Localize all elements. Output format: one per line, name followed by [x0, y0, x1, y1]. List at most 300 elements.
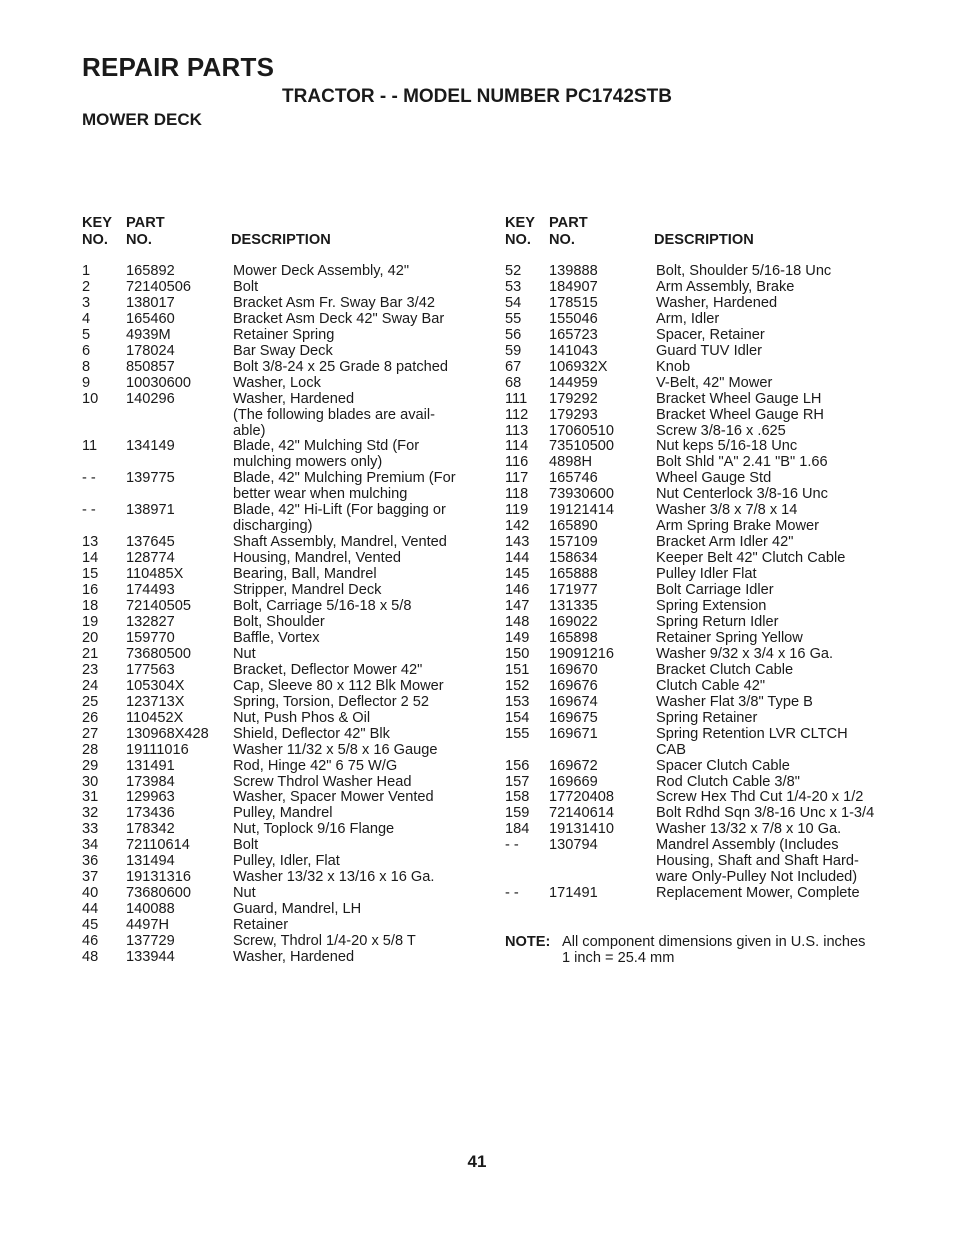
key-no: 1 — [82, 263, 91, 279]
table-row — [505, 886, 900, 902]
part-no: 171977 — [549, 582, 598, 599]
description: Pulley Idler Flat — [656, 566, 757, 583]
table-row — [82, 328, 482, 344]
table-row — [82, 934, 482, 950]
table-row — [505, 519, 900, 535]
part-no: 165746 — [549, 470, 598, 487]
description: Rod Clutch Cable 3/8" — [656, 773, 800, 790]
table-row — [505, 487, 900, 503]
table-row — [82, 727, 482, 743]
part-no: 130968X428 — [126, 725, 209, 742]
key-no: - - — [82, 470, 96, 487]
table-row — [505, 679, 900, 695]
part-no: 169672 — [549, 757, 598, 774]
description: Bracket Wheel Gauge RH — [656, 406, 824, 423]
table-row — [505, 312, 900, 328]
key-no: 8 — [82, 358, 91, 375]
table-row — [505, 360, 900, 376]
part-no: 131494 — [126, 853, 175, 870]
table-row — [82, 647, 482, 663]
table-row — [505, 344, 900, 360]
part-no: 171491 — [549, 885, 598, 902]
note-text: All component dimensions given in U.S. inches 1 inch = 25.4 mm — [562, 934, 866, 966]
table-row — [82, 918, 482, 934]
part-no: 19091216 — [549, 645, 614, 662]
description: Nut Centerlock 3/8-16 Unc — [656, 486, 828, 503]
key-no: 158 — [505, 789, 530, 806]
key-no: 55 — [505, 310, 522, 327]
table-row — [505, 328, 900, 344]
key-no: 11 — [82, 438, 98, 455]
part-no: 138971 — [126, 502, 175, 519]
parts-list-left — [82, 215, 482, 966]
table-row — [82, 312, 482, 328]
description: Shield, Deflector 42" Blk — [233, 725, 390, 742]
description: Spring Return Idler — [656, 613, 779, 630]
part-no: 169022 — [549, 613, 598, 630]
description: Bolt 3/8-24 x 25 Grade 8 patched — [233, 358, 448, 375]
key-no: 114 — [505, 438, 529, 455]
key-no: 3 — [82, 294, 91, 311]
table-row — [82, 838, 482, 854]
table-row — [505, 647, 900, 663]
key-no: - - — [505, 885, 519, 902]
table-row — [82, 743, 482, 759]
part-no: 165723 — [549, 326, 598, 343]
description: Retainer Spring Yellow — [656, 629, 803, 646]
description: Retainer Spring — [233, 326, 335, 343]
description: Arm Spring Brake Mower — [656, 518, 820, 535]
description: Guard TUV Idler — [656, 342, 762, 359]
part-no: 19131316 — [126, 869, 191, 886]
key-no: 143 — [505, 534, 530, 551]
table-row — [82, 280, 482, 296]
table-row — [505, 392, 900, 408]
part-no: 169676 — [549, 677, 598, 694]
key-no: 52 — [505, 263, 522, 279]
table-row — [82, 711, 482, 727]
key-no: 54 — [505, 294, 522, 311]
description: Nut, Toplock 9/16 Flange — [233, 821, 395, 838]
part-no: 137645 — [126, 534, 175, 551]
part-no: 134149 — [126, 438, 175, 455]
part-no: 141043 — [549, 342, 598, 359]
key-no: 155 — [505, 725, 530, 742]
description: Mower Deck Assembly, 42" — [233, 263, 410, 279]
part-no: 132827 — [126, 613, 175, 630]
description: Spacer Clutch Cable — [656, 757, 790, 774]
key-no: 5 — [82, 326, 91, 343]
description: Blade, 42" Hi-Lift (For bagging or discharging) — [233, 502, 446, 535]
part-no: 169669 — [549, 773, 598, 790]
part-no: 72110614 — [126, 837, 190, 854]
description: Washer 13/32 x 13/16 x 16 Ga. — [233, 869, 435, 886]
part-no: 165898 — [549, 629, 598, 646]
description: Pulley, Idler, Flat — [233, 853, 340, 870]
table-row — [505, 439, 900, 455]
table-row — [82, 759, 482, 775]
note-label: NOTE: — [505, 934, 551, 950]
description: Keeper Belt 42" Clutch Cable — [656, 550, 846, 567]
part-no: 4898H — [549, 454, 593, 471]
table-row — [82, 535, 482, 551]
description: Knob — [656, 358, 691, 375]
description: Nut — [233, 645, 256, 662]
key-no: 44 — [82, 901, 99, 918]
part-no: 123713X — [126, 693, 185, 710]
table-row — [82, 663, 482, 679]
description: Spring Retainer — [656, 709, 758, 726]
table-row — [82, 296, 482, 312]
key-no: 33 — [82, 821, 99, 838]
description: Bracket Wheel Gauge LH — [656, 390, 822, 407]
description: Housing, Mandrel, Vented — [233, 550, 401, 567]
part-no-header: PART NO. — [126, 215, 165, 248]
key-no: 59 — [505, 342, 522, 359]
key-no: 184 — [505, 821, 530, 838]
part-no: 131491 — [126, 757, 175, 774]
part-no: 138017 — [126, 294, 175, 311]
key-no: 14 — [82, 550, 99, 567]
key-no: 113 — [505, 422, 529, 439]
table-row — [82, 583, 482, 599]
table-row — [82, 439, 482, 471]
description: Spring Extension — [656, 598, 767, 615]
description: Arm, Idler — [656, 310, 720, 327]
table-row — [505, 376, 900, 392]
part-no: 73930600 — [549, 486, 614, 503]
description: Clutch Cable 42" — [656, 677, 766, 694]
column-headers — [82, 215, 482, 249]
table-row — [505, 408, 900, 424]
description: Spring Retention LVR CLTCH CAB — [656, 725, 848, 758]
part-no: 139888 — [549, 263, 598, 279]
part-no: 129963 — [126, 789, 175, 806]
key-no: 15 — [82, 566, 99, 583]
key-no: 26 — [82, 709, 99, 726]
part-no: 72140506 — [126, 278, 191, 295]
part-no: 159770 — [126, 629, 175, 646]
key-no: 119 — [505, 502, 529, 519]
key-no: 21 — [82, 645, 99, 662]
description: Washer 3/8 x 7/8 x 14 — [656, 502, 798, 519]
description: Bracket Asm Deck 42" Sway Bar — [233, 310, 445, 327]
key-no: 30 — [82, 773, 99, 790]
table-row — [505, 503, 900, 519]
key-no: 32 — [82, 805, 99, 822]
description: Bracket Asm Fr. Sway Bar 3/42 — [233, 294, 435, 311]
table-row — [505, 631, 900, 647]
table-row — [82, 264, 482, 280]
key-no: 153 — [505, 693, 530, 710]
key-no: 67 — [505, 358, 522, 375]
table-row — [82, 551, 482, 567]
key-no: 19 — [82, 613, 99, 630]
table-row — [505, 583, 900, 599]
part-no: 17060510 — [549, 422, 614, 439]
part-no: 139775 — [126, 470, 175, 487]
key-no: 46 — [82, 933, 99, 950]
description: Bolt — [233, 837, 259, 854]
part-no: 177563 — [126, 661, 175, 678]
description: Cap, Sleeve 80 x 112 Blk Mower — [233, 677, 444, 694]
page-title: REPAIR PARTS — [82, 52, 275, 82]
description: Bolt, Shoulder 5/16-18 Unc — [656, 263, 832, 279]
part-no: 72140614 — [549, 805, 614, 822]
description: Bolt, Shoulder — [233, 613, 325, 630]
table-row — [82, 631, 482, 647]
table-row — [505, 695, 900, 711]
description: Nut — [233, 885, 256, 902]
part-no: 169675 — [549, 709, 598, 726]
description: Nut, Push Phos & Oil — [233, 709, 371, 726]
description: Spacer, Retainer — [656, 326, 765, 343]
key-no: 27 — [82, 725, 99, 742]
key-no: 142 — [505, 518, 530, 535]
page-number: 41 — [467, 1152, 487, 1171]
part-no: 73680500 — [126, 645, 191, 662]
description: Bolt, Carriage 5/16-18 x 5/8 — [233, 598, 412, 615]
part-no: 72140505 — [126, 598, 191, 615]
part-no: 155046 — [549, 310, 598, 327]
key-no: 149 — [505, 629, 530, 646]
part-no: 130794 — [549, 837, 598, 854]
description: Bolt Rdhd Sqn 3/8-16 Unc x 1-3/4 — [656, 805, 875, 822]
table-row — [505, 551, 900, 567]
description: Washer, Hardened — [233, 948, 355, 965]
table-row — [505, 599, 900, 615]
key-no: 9 — [82, 374, 91, 391]
part-no: 165892 — [126, 263, 175, 279]
description: Blade, 42" Mulching Std (For mulching mowers only) — [233, 438, 420, 471]
description: Stripper, Mandrel Deck — [233, 582, 382, 599]
key-no: 156 — [505, 757, 530, 774]
part-no: 158634 — [549, 550, 598, 567]
key-no-header: KEY NO. — [82, 215, 113, 248]
table-row — [82, 599, 482, 615]
key-no: 4 — [82, 310, 91, 327]
part-no: 133944 — [126, 948, 175, 965]
key-no: 116 — [505, 454, 529, 471]
description: Arm Assembly, Brake — [656, 278, 795, 295]
part-no: 165460 — [126, 310, 175, 327]
table-row — [505, 822, 900, 838]
table-row — [82, 775, 482, 791]
part-no: 179292 — [549, 390, 598, 407]
part-no: 105304X — [126, 677, 185, 694]
key-no: 20 — [82, 629, 99, 646]
table-row — [505, 806, 900, 822]
table-row — [82, 360, 482, 376]
key-no: 29 — [82, 757, 99, 774]
description: Bolt Carriage Idler — [656, 582, 774, 599]
key-no: 48 — [82, 948, 99, 965]
table-row — [505, 663, 900, 679]
description: Washer 9/32 x 3/4 x 16 Ga. — [656, 645, 834, 662]
part-no: 174493 — [126, 582, 175, 599]
description: Wheel Gauge Std — [656, 470, 772, 487]
description: Replacement Mower, Complete — [656, 885, 860, 902]
parts-rows — [505, 264, 900, 902]
column-headers — [505, 215, 900, 249]
table-row — [505, 471, 900, 487]
description-header: DESCRIPTION — [231, 232, 331, 248]
part-no: 169670 — [549, 661, 598, 678]
part-no: 178024 — [126, 342, 175, 359]
part-no: 173436 — [126, 805, 175, 822]
table-row — [505, 424, 900, 440]
part-no: 169674 — [549, 693, 598, 710]
key-no: 40 — [82, 885, 99, 902]
description: Washer 13/32 x 7/8 x 10 Ga. — [656, 821, 842, 838]
key-no: 2 — [82, 278, 91, 295]
part-no: 128774 — [126, 550, 175, 567]
key-no: 111 — [505, 390, 528, 407]
part-no: 179293 — [549, 406, 598, 423]
table-row — [82, 790, 482, 806]
table-row — [82, 392, 482, 440]
description: Bar Sway Deck — [233, 342, 333, 359]
key-no: 13 — [82, 534, 99, 551]
table-row — [82, 870, 482, 886]
key-no: 28 — [82, 741, 99, 758]
part-no: 178342 — [126, 821, 175, 838]
part-no: 106932X — [549, 358, 608, 375]
key-no: 23 — [82, 661, 99, 678]
part-no: 19111016 — [126, 741, 189, 758]
key-no: 157 — [505, 773, 530, 790]
description: Screw 3/8-16 x .625 — [656, 422, 786, 439]
key-no: 152 — [505, 677, 530, 694]
description-header: DESCRIPTION — [654, 232, 754, 248]
part-no: 169671 — [549, 725, 598, 742]
description: V-Belt, 42" Mower — [656, 374, 773, 391]
section-heading: MOWER DECK — [82, 110, 202, 129]
table-row — [505, 775, 900, 791]
key-no: 18 — [82, 598, 99, 615]
part-no: 110485X — [126, 566, 184, 583]
part-no: 144959 — [549, 374, 598, 391]
table-row — [505, 711, 900, 727]
key-no: 25 — [82, 693, 99, 710]
table-row — [505, 280, 900, 296]
key-no: 118 — [505, 486, 529, 503]
part-no: 73680600 — [126, 885, 191, 902]
table-row — [82, 376, 482, 392]
parts-list-right — [505, 215, 900, 902]
table-row — [82, 503, 482, 535]
key-no: 45 — [82, 917, 99, 934]
part-no: 10030600 — [126, 374, 191, 391]
table-row — [505, 296, 900, 312]
key-no: 117 — [505, 470, 529, 487]
key-no: 56 — [505, 326, 522, 343]
table-row — [82, 615, 482, 631]
description: Bearing, Ball, Mandrel — [233, 566, 377, 583]
table-row — [505, 727, 900, 759]
table-row — [82, 902, 482, 918]
table-row — [82, 471, 482, 503]
table-row — [82, 822, 482, 838]
description: Bracket Clutch Cable — [656, 661, 794, 678]
table-row — [82, 950, 482, 966]
part-no-header: PART NO. — [549, 215, 588, 248]
description: Rod, Hinge 42" 6 75 W/G — [233, 757, 398, 774]
description: Washer, Lock — [233, 374, 321, 391]
key-no: 16 — [82, 582, 99, 599]
key-no: 154 — [505, 709, 530, 726]
table-row — [505, 535, 900, 551]
description: Baffle, Vortex — [233, 629, 320, 646]
description: Screw Thdrol Washer Head — [233, 773, 412, 790]
table-row — [505, 264, 900, 280]
key-no: 144 — [505, 550, 530, 567]
key-no: 34 — [82, 837, 99, 854]
description: Retainer — [233, 917, 289, 934]
description: Bolt — [233, 278, 259, 295]
part-no: 184907 — [549, 278, 598, 295]
table-row — [505, 615, 900, 631]
part-no: 4939M — [126, 326, 171, 343]
part-no: 137729 — [126, 933, 175, 950]
description: Nut keps 5/16-18 Unc — [656, 438, 798, 455]
key-no: 24 — [82, 677, 99, 694]
model-subtitle: TRACTOR - - MODEL NUMBER PC1742STB — [282, 86, 672, 107]
part-no: 19131410 — [549, 821, 614, 838]
part-no: 73510500 — [549, 438, 614, 455]
table-row — [82, 567, 482, 583]
description: Spring, Torsion, Deflector 2 52 — [233, 693, 430, 710]
key-no: 10 — [82, 390, 99, 407]
part-no: 4497H — [126, 917, 170, 934]
key-no: 37 — [82, 869, 99, 886]
table-row — [82, 806, 482, 822]
part-no: 165890 — [549, 518, 598, 535]
description: Bracket Arm Idler 42" — [656, 534, 794, 551]
description: Washer, Hardened (The following blades are avail- able) — [233, 390, 435, 439]
part-no: 140296 — [126, 390, 175, 407]
key-no: 6 — [82, 342, 91, 359]
key-no: 36 — [82, 853, 99, 870]
key-no: 146 — [505, 582, 530, 599]
part-no: 17720408 — [549, 789, 614, 806]
table-row — [82, 344, 482, 360]
table-row — [82, 679, 482, 695]
description: Washer Flat 3/8" Type B — [656, 693, 813, 710]
description: Washer 11/32 x 5/8 x 16 Gauge — [233, 741, 438, 758]
key-no: 31 — [82, 789, 99, 806]
description: Guard, Mandrel, LH — [233, 901, 362, 918]
description: Shaft Assembly, Mandrel, Vented — [233, 534, 447, 551]
part-no: 165888 — [549, 566, 598, 583]
key-no: 145 — [505, 566, 530, 583]
table-row — [82, 854, 482, 870]
description: Mandrel Assembly (Includes Housing, Shaft and Shaft Hard- ware Only-Pulley Not Included) — [656, 837, 859, 886]
table-row — [505, 567, 900, 583]
description: Pulley, Mandrel — [233, 805, 333, 822]
part-no: 131335 — [549, 598, 598, 615]
description: Bolt Shld "A" 2.41 "B" 1.66 — [656, 454, 828, 471]
key-no: 112 — [505, 406, 529, 423]
table-row — [505, 838, 900, 886]
dimensions-note — [505, 934, 900, 966]
key-no: - - — [505, 837, 519, 854]
description: Blade, 42" Mulching Premium (For better wear when mulching — [233, 470, 456, 503]
key-no: 159 — [505, 805, 530, 822]
part-no: 19121414 — [549, 502, 614, 519]
key-no: 53 — [505, 278, 522, 295]
part-no: 178515 — [549, 294, 598, 311]
